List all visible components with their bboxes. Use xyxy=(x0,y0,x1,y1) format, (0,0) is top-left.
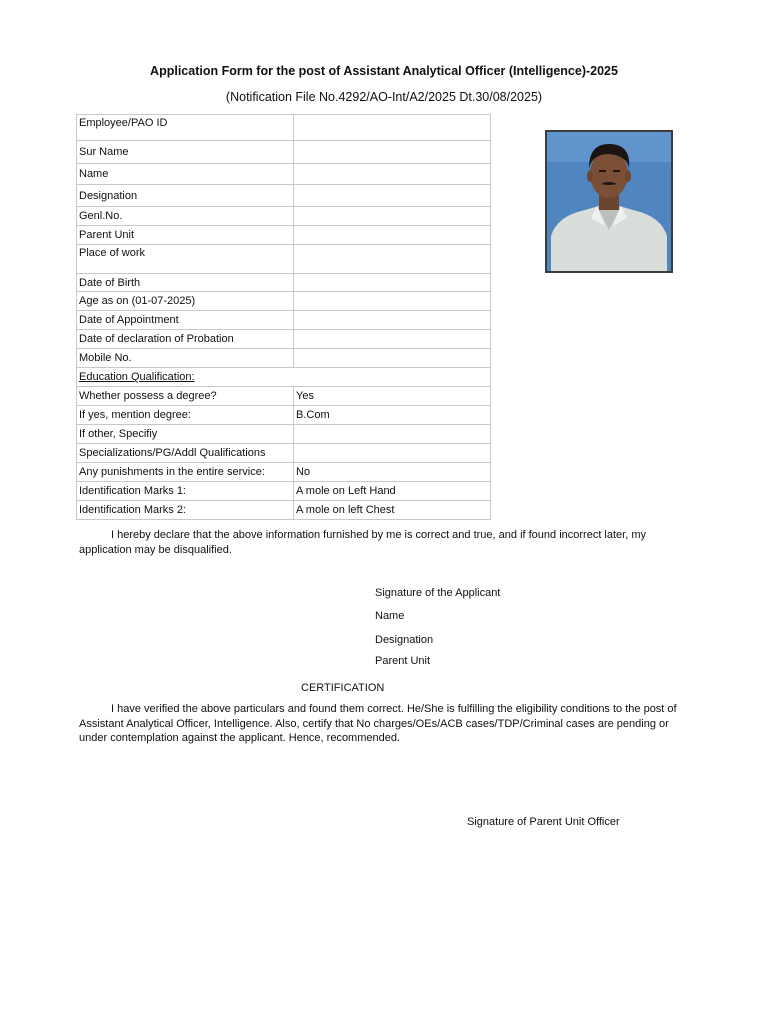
label-degree-name: If yes, mention degree: xyxy=(77,406,294,425)
form-row-name xyxy=(77,164,491,185)
label-parent-unit: Parent Unit xyxy=(77,226,294,245)
form-row-place-of-work xyxy=(77,245,491,274)
label-marks2: Identification Marks 2: xyxy=(77,501,294,520)
applicant-photo-image xyxy=(547,132,671,271)
label-punishments: Any punishments in the entire service: xyxy=(77,463,294,482)
form-row-employee-id xyxy=(77,115,491,141)
value-employee-id[interactable] xyxy=(294,115,491,141)
value-place-of-work[interactable] xyxy=(294,245,491,274)
label-surname: Sur Name xyxy=(77,141,294,164)
declaration-text: I hereby declare that the above information furnished by me is correct and true, and if found incorrect later, my application may be disqualified. xyxy=(79,529,647,556)
form-row-punishments xyxy=(77,463,491,482)
label-degree: Whether possess a degree? xyxy=(77,387,294,406)
form-row-other xyxy=(77,425,491,444)
label-age: Age as on (01-07-2025) xyxy=(77,292,294,311)
form-row-age xyxy=(77,292,491,311)
form-row-degree xyxy=(77,387,491,406)
value-appointment[interactable] xyxy=(294,311,491,330)
label-genl-no: Genl.No. xyxy=(77,207,294,226)
value-degree[interactable]: Yes xyxy=(294,387,491,406)
value-designation[interactable] xyxy=(294,185,491,207)
value-marks1[interactable]: A mole on Left Hand xyxy=(294,482,491,501)
form-row-designation xyxy=(77,185,491,207)
value-punishments[interactable]: No xyxy=(294,463,491,482)
value-degree-name[interactable]: B.Com xyxy=(294,406,491,425)
label-probation: Date of declaration of Probation xyxy=(77,330,294,349)
label-place-of-work: Place of work xyxy=(77,245,294,274)
label-employee-id: Employee/PAO ID xyxy=(77,115,294,141)
value-age[interactable] xyxy=(294,292,491,311)
form-row-dob xyxy=(77,274,491,292)
label-mobile: Mobile No. xyxy=(77,349,294,368)
form-row-specializations xyxy=(77,444,491,463)
notification-subtitle: (Notification File No.4292/AO-Int/A2/2025 Dt.30/08/2025) xyxy=(225,90,543,104)
form-row-education-heading xyxy=(77,368,491,387)
label-specializations: Specializations/PG/Addl Qualifications xyxy=(77,444,294,463)
parent-unit-officer-signature-label: Signature of Parent Unit Officer xyxy=(467,816,620,828)
form-row-surname xyxy=(77,141,491,164)
value-marks2[interactable]: A mole on left Chest xyxy=(294,501,491,520)
value-other[interactable] xyxy=(294,425,491,444)
form-row-marks1 xyxy=(77,482,491,501)
education-qualification-heading: Education Qualification: xyxy=(79,371,195,383)
form-row-marks2 xyxy=(77,501,491,520)
form-row-probation xyxy=(77,330,491,349)
label-marks1: Identification Marks 1: xyxy=(77,482,294,501)
applicant-designation-label: Designation xyxy=(375,634,434,646)
application-form-table xyxy=(76,114,491,520)
label-other: If other, Specifiy xyxy=(77,425,294,444)
label-name: Name xyxy=(77,164,294,185)
form-row-mobile xyxy=(77,349,491,368)
value-parent-unit[interactable] xyxy=(294,226,491,245)
value-genl-no[interactable] xyxy=(294,207,491,226)
applicant-signature-label: Signature of the Applicant xyxy=(375,587,501,599)
value-dob[interactable] xyxy=(294,274,491,292)
label-dob: Date of Birth xyxy=(77,274,294,292)
value-name[interactable] xyxy=(294,164,491,185)
form-row-genl-no xyxy=(77,207,491,226)
form-row-parent-unit xyxy=(77,226,491,245)
certification-text: I have verified the above particulars and found them correct. He/She is fulfilling the eligibility conditions to the post of Assistant Analytical Officer, Intelligence. Also, certify that No charges/OEs/ACB cases/TDP/Criminal cases are pending or under contemplation against the applicant. Hence, recommended. xyxy=(79,703,677,744)
form-row-appointment xyxy=(77,311,491,330)
applicant-name-label: Name xyxy=(375,610,405,622)
value-mobile[interactable] xyxy=(294,349,491,368)
applicant-parent-unit-label: Parent Unit xyxy=(375,655,431,667)
value-specializations[interactable] xyxy=(294,444,491,463)
certification-title: CERTIFICATION xyxy=(301,682,385,694)
label-designation: Designation xyxy=(77,185,294,207)
value-surname[interactable] xyxy=(294,141,491,164)
value-probation[interactable] xyxy=(294,330,491,349)
applicant-photo xyxy=(545,130,673,273)
form-row-degree-name xyxy=(77,406,491,425)
form-title: Application Form for the post of Assistant Analytical Officer (Intelligence)-2025 xyxy=(150,64,618,78)
label-appointment: Date of Appointment xyxy=(77,311,294,330)
